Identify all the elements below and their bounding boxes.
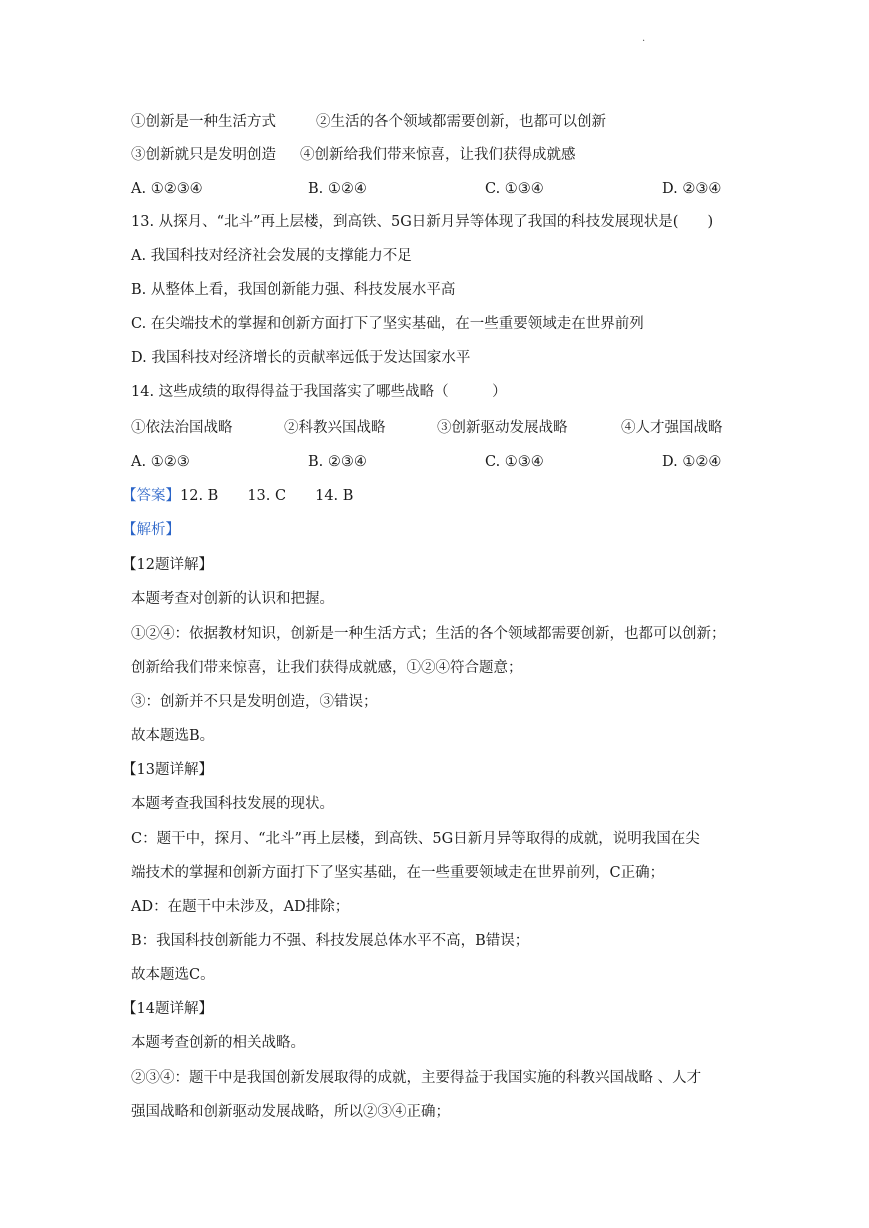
detail13-line: AD：在题干中未涉及，AD排除； bbox=[131, 899, 350, 915]
q12-statement-3: ③创新就只是发明创造 bbox=[131, 147, 276, 163]
detail14-line: 本题考查创新的相关战略。 bbox=[131, 1035, 305, 1051]
detail13-line: B：我国科技创新能力不强、科技发展总体水平不高，B错误； bbox=[131, 933, 530, 949]
detail12-line: 创新给我们带来惊喜，让我们获得成就感，①②④符合题意； bbox=[131, 660, 523, 676]
q14-strategy-2: ②科教兴国战略 bbox=[284, 420, 386, 436]
detail12-line: ③：创新并不只是发明创造，③错误； bbox=[131, 694, 378, 710]
q14-option-a: A. ①②③ bbox=[131, 454, 190, 470]
detail13-line: 故本题选C。 bbox=[131, 967, 215, 983]
q13-option-b: B. 从整体上看，我国创新能力强、科技发展水平高 bbox=[131, 282, 456, 298]
detail13-line: 本题考查我国科技发展的现状。 bbox=[131, 796, 334, 812]
q14-strategy-1: ①依法治国战略 bbox=[131, 420, 233, 436]
q13-option-c: C. 在尖端技术的掌握和创新方面打下了坚实基础，在一些重要领域走在世界前列 bbox=[131, 316, 644, 332]
detail14-line: 强国战略和创新驱动发展战略，所以②③④正确； bbox=[131, 1104, 450, 1120]
header-mark: . bbox=[642, 33, 646, 44]
q14-stem: 14. 这些成绩的取得得益于我国落实了哪些战略（ ） bbox=[131, 384, 507, 400]
q14-option-b: B. ②③④ bbox=[308, 454, 367, 470]
q14-option-c: C. ①③④ bbox=[485, 454, 544, 470]
detail13-line: 端技术的掌握和创新方面打下了坚实基础，在一些重要领域走在世界前列，C正确； bbox=[131, 865, 665, 881]
q12-statement-2: ②生活的各个领域都需要创新，也都可以创新 bbox=[316, 114, 606, 130]
detail12-line: 本题考查对创新的认识和把握。 bbox=[131, 591, 334, 607]
detail12-heading: 【12题详解】 bbox=[122, 557, 213, 573]
detail14-heading: 【14题详解】 bbox=[122, 1001, 213, 1017]
q12-option-a: A. ①②③④ bbox=[131, 181, 203, 197]
q12-option-d: D. ②③④ bbox=[662, 181, 722, 197]
q12-option-b: B. ①②④ bbox=[308, 181, 367, 197]
q14-strategy-4: ④人才强国战略 bbox=[621, 420, 723, 436]
answer-tag: 【答案】 bbox=[122, 488, 180, 504]
detail12-line: 故本题选B。 bbox=[131, 728, 215, 744]
answer-line bbox=[122, 486, 353, 506]
q13-option-d: D. 我国科技对经济增长的贡献率远低于发达国家水平 bbox=[131, 350, 471, 366]
q13-stem: 13. 从探月、“北斗”再上层楼，到高铁、5G日新月异等体现了我国的科技发展现状是( ) bbox=[131, 214, 714, 230]
q12-statement-4: ④创新给我们带来惊喜，让我们获得成就感 bbox=[300, 147, 576, 163]
q14-option-d: D. ①②④ bbox=[662, 454, 722, 470]
q12-statement-1: ①创新是一种生活方式 bbox=[131, 114, 276, 130]
q13-option-a: A. 我国科技对经济社会发展的支撑能力不足 bbox=[131, 248, 412, 264]
detail13-line: C：题干中，探月、“北斗”再上层楼，到高铁、5G日新月异等取得的成就，说明我国在尖 bbox=[131, 831, 700, 847]
detail14-line: ②③④：题干中是我国创新发展取得的成就，主要得益于我国实施的科教兴国战略 、人才 bbox=[131, 1070, 702, 1086]
analysis-tag: 【解析】 bbox=[122, 522, 180, 538]
q14-strategy-3: ③创新驱动发展战略 bbox=[437, 420, 568, 436]
answer-text: 12. B 13. C 14. B bbox=[180, 488, 354, 504]
detail13-heading: 【13题详解】 bbox=[122, 762, 213, 778]
detail12-line: ①②④：依据教材知识，创新是一种生活方式；生活的各个领域都需要创新，也都可以创新； bbox=[131, 626, 726, 642]
q12-option-c: C. ①③④ bbox=[485, 181, 544, 197]
